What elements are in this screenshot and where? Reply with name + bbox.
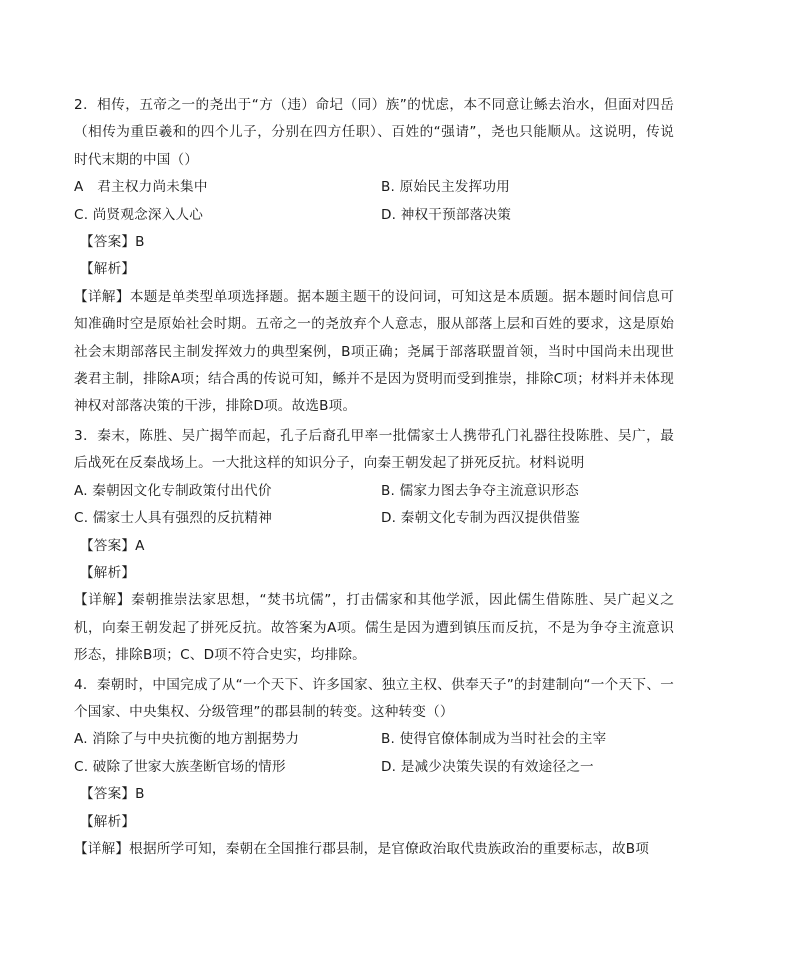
option-d: D. 秦朝文化专制为西汉提供借鉴 [381,510,581,527]
question-block [74,423,674,670]
analysis-detail: 【详解】秦朝推崇法家思想，“焚书坑儒”，打击儒家和其他学派，因此儒生借陈胜、吴广起义之机，向秦王朝发起了拼死反抗。故答案为A项。儒生是因为遭到镇压而反抗，不是为争夺主流意识形态，排除B项；C、D项不符合史实，均排除。 [74,592,674,664]
question-stem: 2．相传，五帝之一的尧出于“方（违）命圮（同）族”的忧虑，本不同意让鲧去治水，但面对四岳（相传为重臣羲和的四个儿子，分别在四方任职）、百姓的“强请”，尧也只能顺从。这说明，传说时代末期的中国（） [74,97,674,168]
question-stem: 3．秦末，陈胜、吴广揭竿而起，孔子后裔孔甲率一批儒家士人携带孔门礼器往投陈胜、吴广，最后战死在反秦战场上。一大批这样的知识分子，向秦王朝发起了拼死反抗。材料说明 [74,427,674,472]
option-b: B. 儒家力图去争夺主流意识形态 [381,482,579,499]
answer-label: 【答案】B [80,234,145,251]
question-block [74,92,674,421]
answer-label: 【答案】B [80,786,145,803]
analysis-detail: 【详解】根据所学可知，秦朝在全国推行郡县制，是官僚政治取代贵族政治的重要标志，故B项 [74,840,650,857]
question-block [74,672,674,864]
analysis-label: 【解析】 [80,564,136,581]
option-b: B. 原始民主发挥功用 [381,179,510,196]
option-a: A. 消除了与中央抗衡的地方割据势力 [74,731,300,748]
option-d: D. 神权干预部落决策 [381,206,512,223]
option-grid [74,726,674,781]
option-d: D. 是减少决策失误的有效途径之一 [381,758,594,775]
analysis-detail: 【详解】本题是单类型单项选择题。据本题主题干的设问词，可知这是本质题。据本题时间信息可知准确时空是原始社会时期。五帝之一的尧放弃个人意志，服从部落上层和百姓的要求，这是原始社会末期部落民主制发挥效力的典型案例，B项正确；尧属于部落联盟首领，当时中国尚未出现世袭君主制，排除A项；结合禹的传说可知，鲧并不是因为贤明而受到推崇，排除C项；材料并未体现神权对部落决策的干涉，排除D项。故选B项。 [74,288,674,415]
option-c: C. 尚贤观念深入人心 [74,206,204,223]
option-grid [74,478,674,533]
option-a: A 君主权力尚未集中 [74,179,208,196]
analysis-label: 【解析】 [80,813,136,830]
option-b: B. 使得官僚体制成为当时社会的主宰 [381,731,607,748]
answer-label: 【答案】A [80,537,145,554]
question-stem: 4．秦朝时，中国完成了从“一个天下、许多国家、独立主权、供奉天子”的封建制向“一个天下、一个国家、中央集权、分级管理”的郡县制的转变。这种转变（） [74,676,674,720]
option-c: C. 儒家士人具有强烈的反抗精神 [74,510,273,527]
option-grid [74,174,674,229]
option-a: A. 秦朝因文化专制政策付出代价 [74,482,272,499]
analysis-label: 【解析】 [80,261,136,278]
option-c: C. 破除了世家大族垄断官场的情形 [74,758,286,775]
question-list [74,92,674,863]
